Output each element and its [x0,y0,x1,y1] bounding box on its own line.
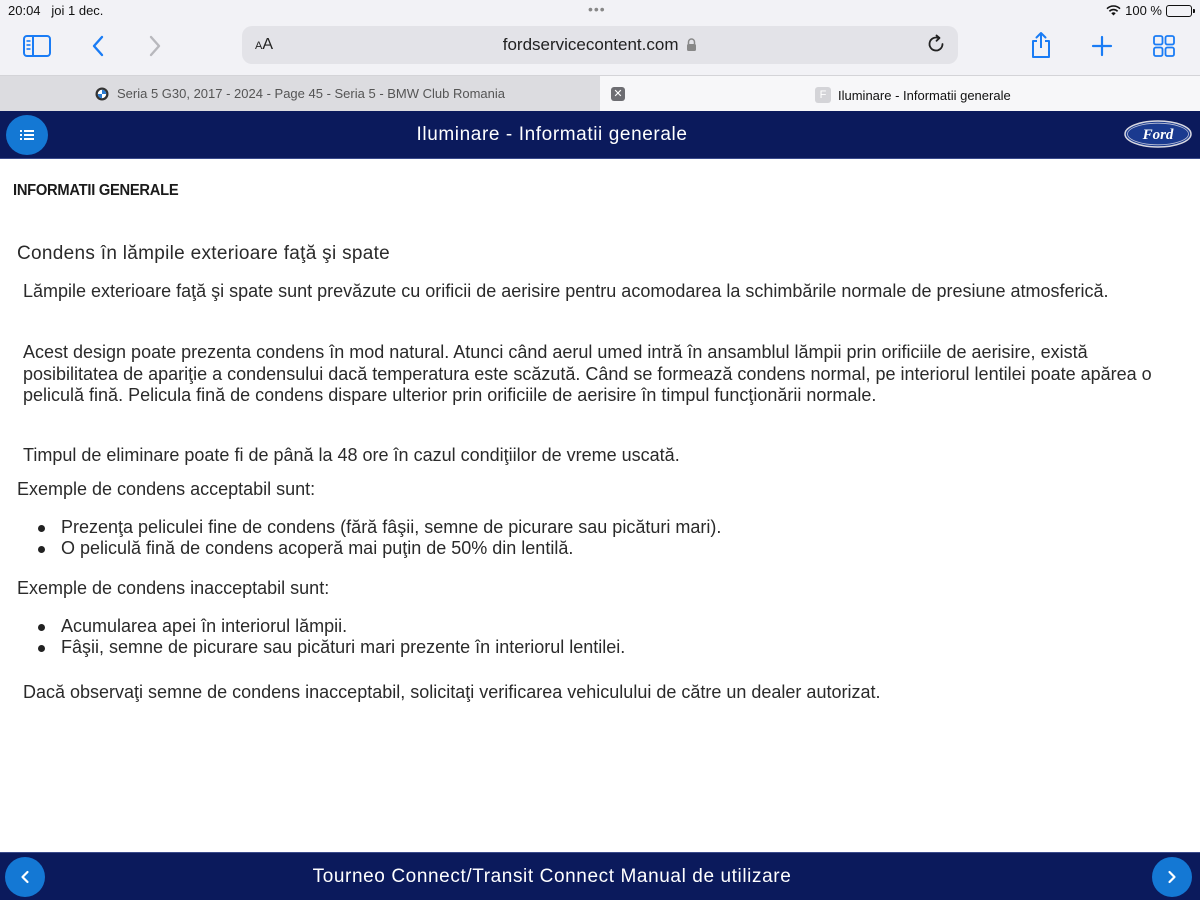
wifi-icon [1106,5,1121,16]
status-time: 20:04 joi 1 dec. [8,3,104,18]
share-icon[interactable] [1029,30,1053,60]
paragraph: Timpul de eliminare poate fi de până la 48 ore în cazul condiţiilor de vreme uscată. [23,445,680,465]
page-footer [0,852,1200,900]
browser-toolbar [0,22,1200,75]
tab-title: Iluminare - Informatii generale [838,87,1011,103]
text-size-button[interactable]: AA [255,36,274,53]
grid-icon[interactable] [1152,34,1176,58]
multitask-dots[interactable]: ••• [588,1,606,17]
plus-icon[interactable] [1090,34,1114,58]
list-item: O peliculă fină de condens acoperă mai puţin de 50% din lentilă. [38,538,721,559]
lock-icon [686,38,697,51]
chevron-right-icon [1167,870,1177,884]
tab-ford-active[interactable] [600,76,1200,111]
address-bar[interactable] [242,26,958,64]
paragraph: Dacă observaţi semne de condens inacceptabil, solicitaţi verificarea vehiculului de către un dealer autorizat. [23,682,881,702]
status-date: joi 1 dec. [51,3,104,18]
manual-title: Tourneo Connect/Transit Connect Manual de utilizare [312,866,792,887]
status-bar [0,0,1200,22]
ford-logo [1124,120,1192,148]
unacceptable-list [38,616,625,658]
battery-percent: 100 % [1125,3,1162,18]
subheading: Condens în lămpile exterioare faţă şi spate [17,243,391,264]
list-item: Acumularea apei în interiorul lămpii. [38,616,625,637]
tab-bmw-club[interactable] [0,76,600,111]
url-text[interactable]: fordservicecontent.com [242,35,958,55]
battery-icon [1166,5,1192,17]
status-right [1106,3,1192,18]
tab-title: Seria 5 G30, 2017 - 2024 - Page 45 - Seria 5 - BMW Club Romania [116,86,506,101]
article-content [0,159,1200,852]
page-title: Iluminare - Informatii generale [416,124,688,145]
unacceptable-heading: Exemple de condens inacceptabil sunt: [17,578,330,598]
chevron-right-icon[interactable] [145,34,165,58]
sidebar-icon[interactable] [22,34,52,58]
bmw-favicon-icon [95,87,109,101]
acceptable-heading: Exemple de condens acceptabil sunt: [17,479,316,499]
paragraph: Lămpile exterioare faţă şi spate sunt prevăzute cu orificii de aerisire pentru acomodarea la schimbările normale de presiune atmosferică. [23,281,1109,301]
section-heading: INFORMATII GENERALE [13,182,179,199]
chevron-left-icon[interactable] [88,34,108,58]
reload-icon[interactable] [926,34,946,59]
acceptable-list [38,517,721,559]
ford-favicon-icon: F [815,87,831,103]
next-page-button[interactable] [1152,857,1192,897]
close-icon[interactable]: ✕ [611,87,625,101]
tab-bar [0,75,1200,111]
svg-text:Ford: Ford [1142,127,1174,143]
page-header [0,111,1200,159]
list-item: Fâşii, semne de picurare sau picături mari prezente în interiorul lentilei. [38,637,625,658]
list-item: Prezenţa peliculei fine de condens (fără fâşii, semne de picurare sau picături mari). [38,517,721,538]
paragraph: Acest design poate prezenta condens în mod natural. Atunci când aerul umed intră în ansamblul lămpii prin orificiile de aerisire, există posibilitatea de apariţie a condensului dacă temperatura este scăzută. Când se formează condens normal, pe interiorul lentilei poate apărea o peliculă fină. Pelicula fină de condens dispare ulterior prin orificiile de aerisire în timpul funcţionării normale. [23,342,1152,405]
